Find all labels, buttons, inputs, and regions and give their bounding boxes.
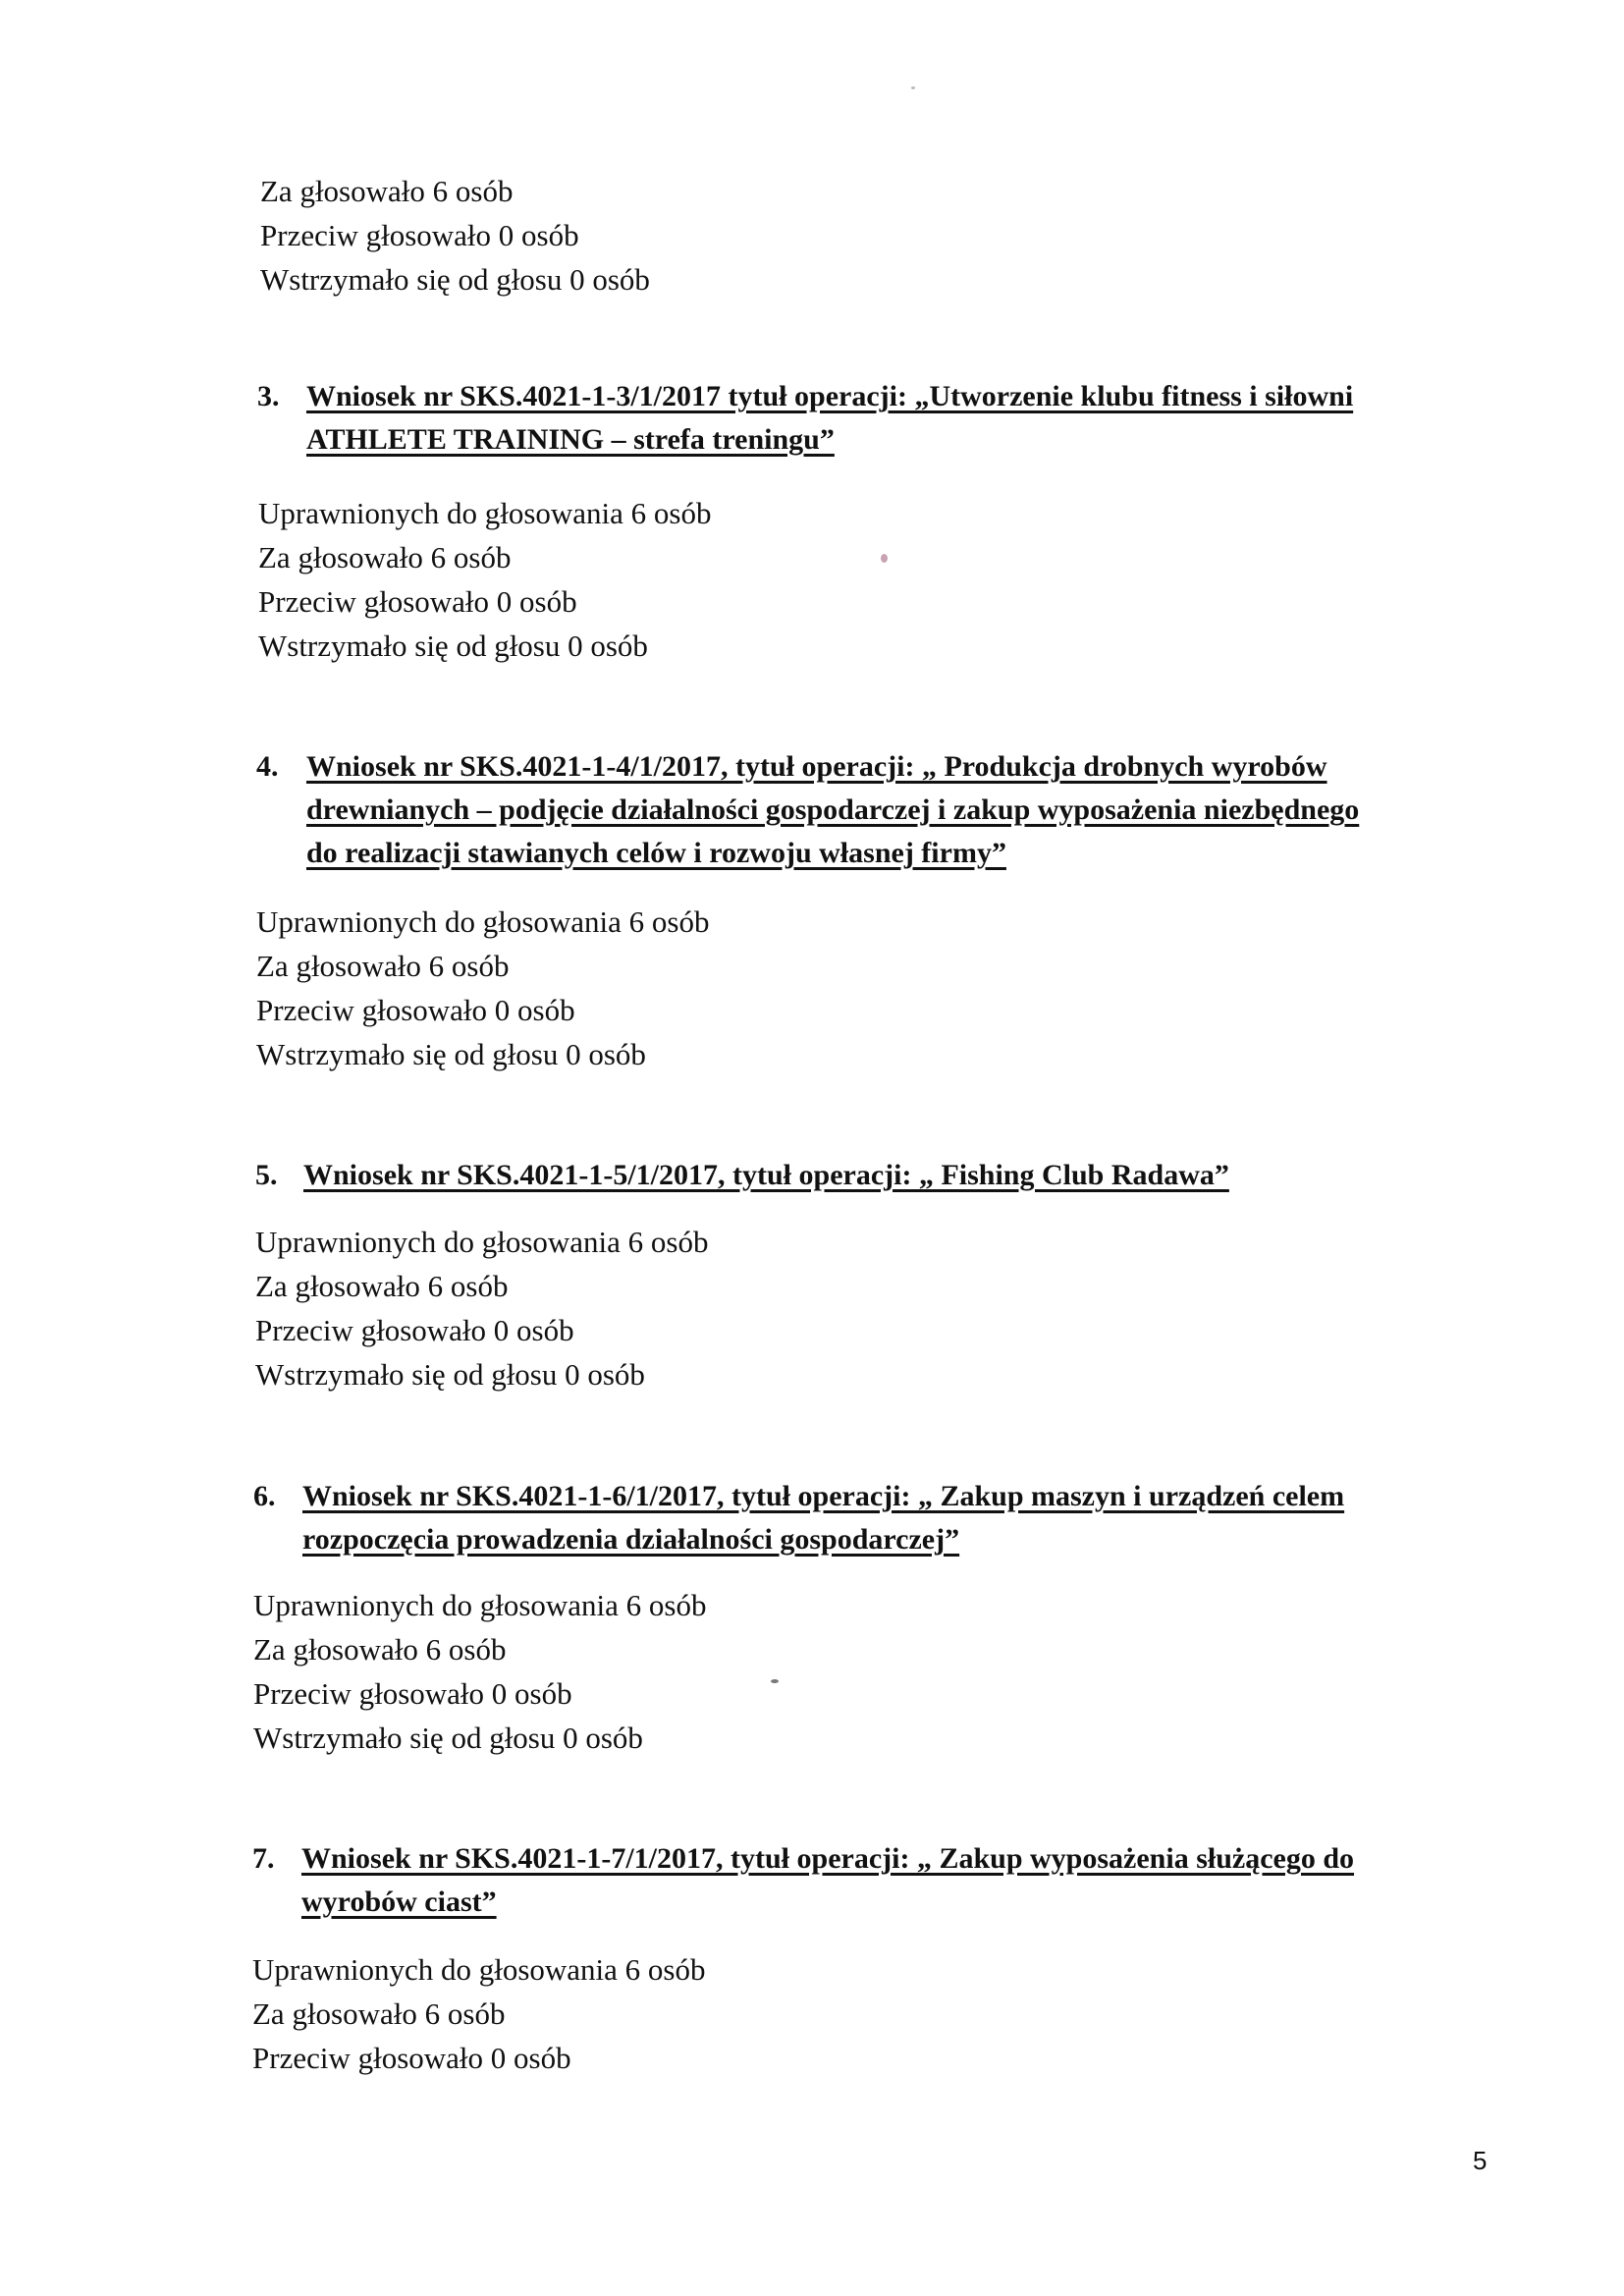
page-number: 5 — [1473, 2146, 1488, 2175]
item-title-line: Wniosek nr SKS.4021-1-7/1/2017, tytuł operacji: „ Zakup wyposażenia służącego do — [301, 1842, 1355, 1875]
vote-for-line: Za głosowało 6 osób — [258, 540, 512, 574]
vote-against-line: Przeciw głosowało 0 osób — [258, 584, 577, 619]
vote-abstain-line: Wstrzymało się od głosu 0 osób — [258, 629, 648, 663]
vote-against-line: Przeciw głosowało 0 osób — [260, 218, 579, 252]
vote-against-line: Przeciw głosowało 0 osób — [252, 2041, 571, 2075]
vote-against-line: Przeciw głosowało 0 osób — [253, 1676, 572, 1711]
item-number: 7. — [252, 1842, 275, 1875]
vote-abstain-line: Wstrzymało się od głosu 0 osób — [260, 262, 650, 297]
eligible-voters-line: Uprawnionych do głosowania 6 osób — [255, 1225, 709, 1259]
item-title-line: Wniosek nr SKS.4021-1-4/1/2017, tytuł operacji: „ Produkcja drobnych wyrobów — [306, 750, 1327, 783]
vote-abstain-line: Wstrzymało się od głosu 0 osób — [256, 1037, 646, 1071]
item-number: 3. — [257, 380, 280, 412]
vote-abstain-line: Wstrzymało się od głosu 0 osób — [253, 1721, 643, 1755]
eligible-voters-line: Uprawnionych do głosowania 6 osób — [252, 1952, 706, 1987]
item-title-line: Wniosek nr SKS.4021-1-3/1/2017 tytuł operacji: „Utworzenie klubu fitness i siłowni — [306, 380, 1354, 412]
scan-speck — [911, 86, 915, 89]
eligible-voters-line: Uprawnionych do głosowania 6 osób — [258, 496, 712, 530]
scan-speck — [771, 1679, 779, 1683]
vote-for-line: Za głosowało 6 osób — [256, 949, 510, 983]
item-title-line: do realizacji stawianych celów i rozwoju własnej firmy” — [306, 837, 1006, 869]
item-number: 6. — [253, 1480, 276, 1512]
item-title-line: Wniosek nr SKS.4021-1-5/1/2017, tytuł operacji: „ Fishing Club Radawa” — [303, 1159, 1229, 1191]
item-title-line: rozpoczęcia prowadzenia działalności gospodarczej” — [302, 1523, 960, 1556]
item-title-line: wyrobów ciast” — [301, 1886, 497, 1918]
vote-against-line: Przeciw głosowało 0 osób — [256, 993, 575, 1027]
vote-for-line: Za głosowało 6 osób — [255, 1269, 509, 1303]
item-number: 5. — [255, 1159, 278, 1191]
vote-for-line: Za głosowało 6 osób — [252, 1996, 506, 2031]
scan-speck — [881, 554, 888, 563]
vote-for-line: Za głosowało 6 osób — [253, 1632, 507, 1667]
vote-against-line: Przeciw głosowało 0 osób — [255, 1313, 574, 1347]
vote-for-line: Za głosowało 6 osób — [260, 174, 514, 208]
eligible-voters-line: Uprawnionych do głosowania 6 osób — [253, 1588, 707, 1622]
vote-abstain-line: Wstrzymało się od głosu 0 osób — [255, 1357, 645, 1392]
item-number: 4. — [256, 750, 279, 783]
item-title-line: ATHLETE TRAINING – strefa treningu” — [306, 423, 835, 456]
item-title-line: drewnianych – podjęcie działalności gospodarczej i zakup wyposażenia niezbędnego — [306, 793, 1360, 826]
item-title-line: Wniosek nr SKS.4021-1-6/1/2017, tytuł operacji: „ Zakup maszyn i urządzeń celem — [302, 1480, 1345, 1512]
eligible-voters-line: Uprawnionych do głosowania 6 osób — [256, 904, 710, 939]
